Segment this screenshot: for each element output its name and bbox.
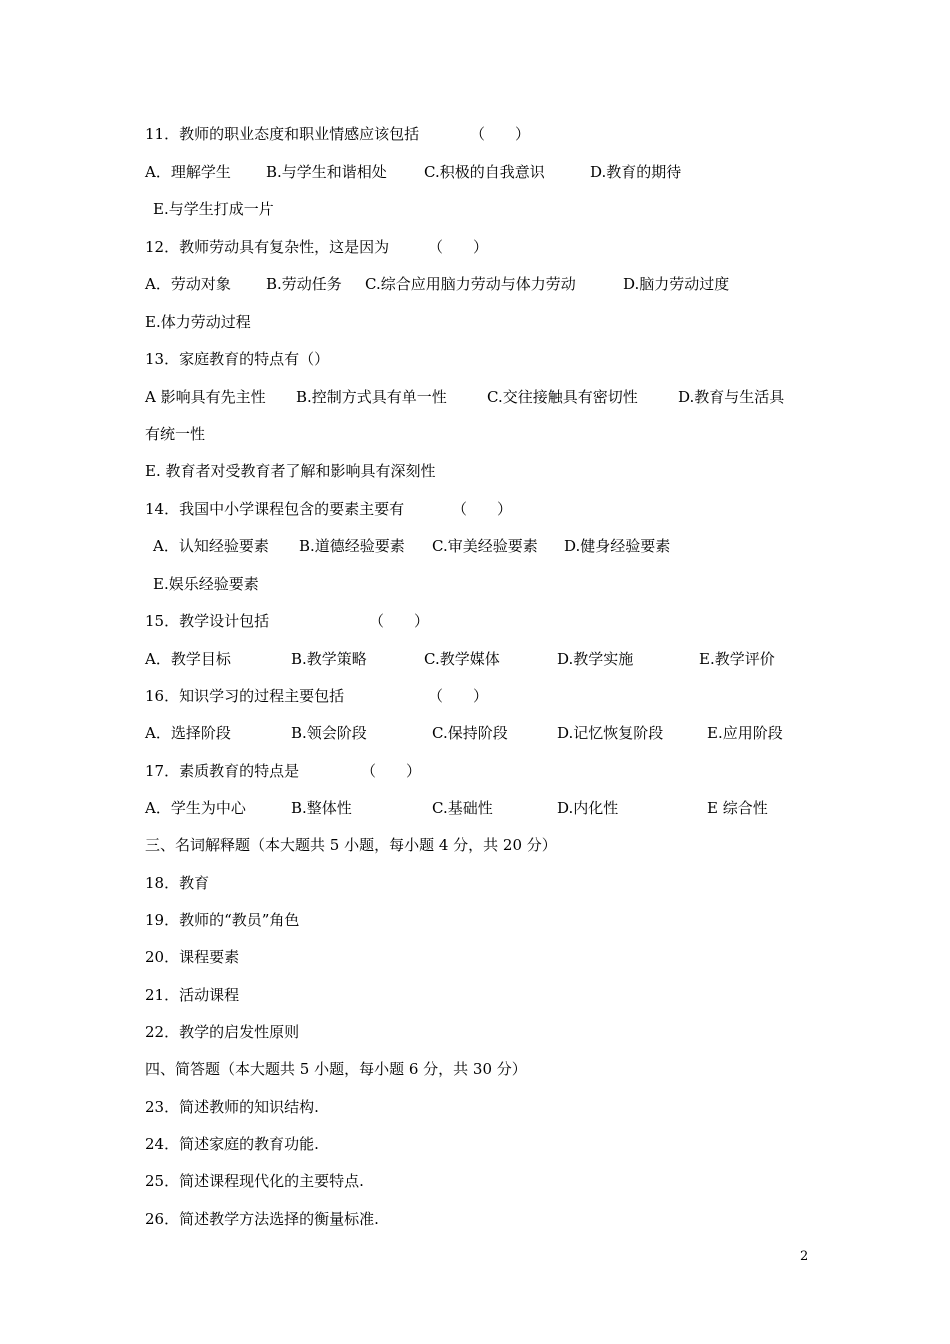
q16-option-a: A．选择阶段 (145, 724, 231, 742)
q17-option-b: B.整体性 (291, 799, 352, 817)
q17-option-a: A．学生为中心 (145, 799, 246, 817)
q12-option-a: A．劳动对象 (145, 275, 231, 293)
short-answer-item: 25．简述课程现代化的主要特点. (145, 1172, 364, 1190)
q14-option-d: D.健身经验要素 (564, 537, 671, 555)
short-answer-item: 24．简述家庭的教育功能. (145, 1135, 319, 1153)
q11-option-e: E.与学生打成一片 (153, 200, 274, 218)
page-number: 2 (800, 1249, 809, 1264)
q12-option-b: B.劳动任务 (266, 275, 342, 293)
q13-option-e: E. 教育者对受教育者了解和影响具有深刻性 (145, 462, 436, 480)
q17-answer-paren: （ ） (361, 762, 422, 780)
q15-stem: 15．教学设计包括 (145, 612, 270, 630)
q15-option-d: D.教学实施 (557, 650, 634, 668)
q17-option-c: C.基础性 (432, 799, 493, 817)
short-answer-item: 26．简述教学方法选择的衡量标准. (145, 1210, 379, 1228)
short-answer-item: 23．简述教师的知识结构. (145, 1098, 319, 1116)
term-item: 19．教师的“教员”角色 (145, 911, 300, 929)
q15-option-a: A．教学目标 (145, 650, 231, 668)
q14-option-b: B.道德经验要素 (299, 537, 405, 555)
q12-option-e: E.体力劳动过程 (145, 313, 251, 331)
q17-stem: 17．素质教育的特点是 (145, 762, 300, 780)
q13-option-d: D.教育与生活具 (678, 388, 785, 406)
q16-option-e: E.应用阶段 (707, 724, 783, 742)
q13-option-c: C.交往接触具有密切性 (487, 388, 638, 406)
q17-option-d: D.内化性 (557, 799, 619, 817)
q15-option-e: E.教学评价 (699, 650, 775, 668)
term-item: 20．课程要素 (145, 948, 240, 966)
q11-stem: 11．教师的职业态度和职业情感应该包括 (145, 125, 420, 143)
q16-option-b: B.领会阶段 (291, 724, 367, 742)
q12-option-d: D.脑力劳动过度 (623, 275, 730, 293)
q17-option-e: E 综合性 (707, 799, 768, 817)
q16-answer-paren: （ ） (428, 687, 489, 705)
term-item: 18．教育 (145, 874, 210, 892)
term-item: 22．教学的启发性原则 (145, 1023, 300, 1041)
q15-answer-paren: （ ） (369, 612, 430, 630)
q14-option-c: C.审美经验要素 (432, 537, 538, 555)
section-4-heading: 四、简答题（本大题共 5 小题，每小题 6 分，共 30 分） (145, 1060, 527, 1078)
q11-option-c: C.积极的自我意识 (424, 163, 545, 181)
q16-option-c: C.保持阶段 (432, 724, 508, 742)
section-3-heading: 三、名词解释题（本大题共 5 小题，每小题 4 分，共 20 分） (145, 836, 557, 854)
q16-stem: 16．知识学习的过程主要包括 (145, 687, 345, 705)
q13-option-a: A 影响具有先主性 (145, 388, 266, 406)
q15-option-c: C.教学媒体 (424, 650, 500, 668)
q11-option-b: B.与学生和谐相处 (266, 163, 387, 181)
q12-answer-paren: （ ） (428, 238, 489, 256)
q11-answer-paren: （ ） (470, 125, 531, 143)
q11-option-d: D.教育的期待 (590, 163, 682, 181)
q16-option-d: D.记忆恢复阶段 (557, 724, 664, 742)
q14-option-a: A．认知经验要素 (153, 537, 269, 555)
q15-option-b: B.教学策略 (291, 650, 367, 668)
q14-answer-paren: （ ） (452, 500, 513, 518)
q12-option-c: C.综合应用脑力劳动与体力劳动 (365, 275, 576, 293)
q14-option-e: E.娱乐经验要素 (153, 575, 259, 593)
q13-stem: 13．家庭教育的特点有（） (145, 350, 330, 368)
q11-option-a: A．理解学生 (145, 163, 231, 181)
q14-stem: 14．我国中小学课程包含的要素主要有 (145, 500, 405, 518)
q13-option-d-continued: 有统一性 (145, 425, 206, 443)
q13-option-b: B.控制方式具有单一性 (296, 388, 447, 406)
q12-stem: 12．教师劳动具有复杂性，这是因为 (145, 238, 390, 256)
term-item: 21．活动课程 (145, 986, 240, 1004)
